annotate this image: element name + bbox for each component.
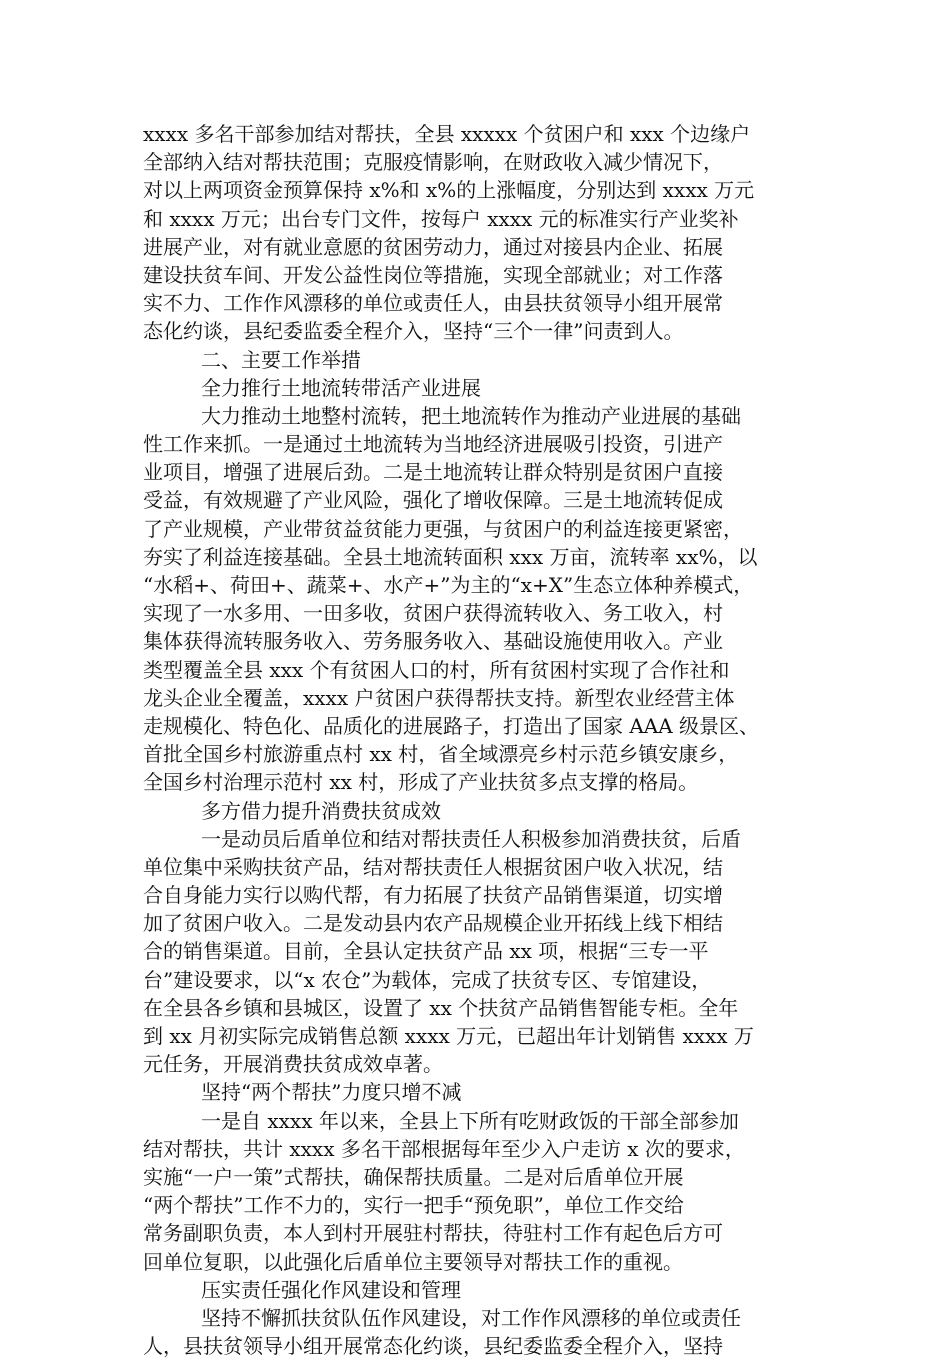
text-line: 和 xxxx 万元；出台专门文件，按每户 xxxx 元的标准实行产业奖补 xyxy=(143,206,739,231)
text-line: 全部纳入结对帮扶范围；克服疫情影响，在财政收入减少情况下， xyxy=(143,150,723,175)
text-line: xxxx 多名干部参加结对帮扶，全县 xxxxx 个贫困户和 xxx 个边缘户 xyxy=(143,122,751,146)
text-line: 坚持不懈抓扶贫队伍作风建设，对工作作风漂移的单位或责任 xyxy=(201,1305,741,1330)
text-line: 对以上两项资金预算保持 x%和 x%的上涨幅度，分别达到 xxxx 万元 xyxy=(143,178,755,203)
text-line: 大力推动土地整村流转，把土地流转作为推动产业进展的基础 xyxy=(201,403,741,428)
text-line: 实现了一水多用、一田多收，贫困户获得流转收入、务工收入，村 xyxy=(143,601,723,626)
text-line: 了产业规模，产业带贫益贫能力更强，与贫困户的利益连接更紧密， xyxy=(143,516,743,541)
text-line: 到 xx 月初实际完成销售总额 xxxx 万元，已超出年计划销售 xxxx 万 xyxy=(143,1024,754,1048)
section-heading: 坚持“两个帮扶”力度只增不减 xyxy=(201,1080,462,1105)
text-line: 人，县扶贫领导小组开展常态化约谈，县纪委监委全程介入，坚持 xyxy=(143,1334,723,1359)
section-heading: 全力推行土地流转带活产业进展 xyxy=(201,375,481,400)
text-line: 实不力、工作作风漂移的单位或责任人，由县扶贫领导小组开展常 xyxy=(143,291,723,316)
text-line: 类型覆盖全县 xxx 个有贫困人口的村，所有贫困村实现了合作社和 xyxy=(143,657,730,682)
text-line: 结对帮扶，共计 xxxx 多名干部根据每年至少入户走访 x 次的要求， xyxy=(143,1136,745,1161)
text-line: 进展产业，对有就业意愿的贫困劳动力，通过对接县内企业、拓展 xyxy=(143,234,723,259)
text-line: 性工作来抓。一是通过土地流转为当地经济进展吸引投资，引进产 xyxy=(143,432,723,457)
text-line: 夯实了利益连接基础。全县土地流转面积 xxx 万亩，流转率 xx%，以 xyxy=(143,544,758,569)
text-line: 元任务，开展消费扶贫成效卓著。 xyxy=(143,1052,443,1077)
text-line: 全国乡村治理示范村 xx 村，形成了产业扶贫多点支撑的格局。 xyxy=(143,770,699,795)
text-line: 实施“一户一策”式帮扶，确保帮扶质量。二是对后盾单位开展 xyxy=(143,1164,684,1189)
section-heading: 压实责任强化作风建设和管理 xyxy=(201,1277,461,1302)
text-line: 业项目，增强了进展后劲。二是土地流转让群众特别是贫困户直接 xyxy=(143,460,723,485)
document-body xyxy=(143,120,803,1360)
text-line: 合的销售渠道。目前，全县认定扶贫产品 xx 项，根据“三专一平 xyxy=(143,939,709,964)
text-line: 在全县各乡镇和县城区，设置了 xx 个扶贫产品销售智能专柜。全年 xyxy=(143,995,739,1020)
text-line: 加了贫困户收入。二是发动县内农产品规模企业开拓线上线下相结 xyxy=(143,911,723,936)
text-line: 台”建设要求，以“x 农仓”为载体，完成了扶贫专区、专馆建设， xyxy=(143,967,712,992)
text-line: 一是自 xxxx 年以来，全县上下所有吃财政饭的干部全部参加 xyxy=(201,1108,739,1133)
text-line: 单位集中采购扶贫产品，结对帮扶责任人根据贫困户收入状况，结 xyxy=(143,854,723,879)
text-line: “水稻+、荷田+、蔬菜+、水产+”为主的“x+X”生态立体种养模式， xyxy=(143,573,754,597)
text-line: 受益，有效规避了产业风险，强化了增收保障。三是土地流转促成 xyxy=(143,488,723,513)
text-line: 建设扶贫车间、开发公益性岗位等措施，实现全部就业；对工作落 xyxy=(143,262,723,287)
section-heading: 二、主要工作举措 xyxy=(201,347,361,372)
text-line: 集体获得流转服务收入、劳务服务收入、基础设施使用收入。产业 xyxy=(143,629,723,654)
text-line: 合自身能力实行以购代帮，有力拓展了扶贫产品销售渠道，切实增 xyxy=(143,883,723,908)
text-line: 首批全国乡村旅游重点村 xx 村，省全域漂亮乡村示范乡镇安康乡， xyxy=(143,742,739,767)
section-heading: 多方借力提升消费扶贫成效 xyxy=(201,798,441,823)
text-line: 一是动员后盾单位和结对帮扶责任人积极参加消费扶贫，后盾 xyxy=(201,826,741,851)
text-line: 常务副职负责，本人到村开展驻村帮扶，待驻村工作有起色后方可 xyxy=(143,1221,723,1246)
text-line: 态化约谈，县纪委监委全程介入，坚持“三个一律”问责到人。 xyxy=(143,319,684,344)
text-line: 走规模化、特色化、品质化的进展路子，打造出了国家 AAA 级景区、 xyxy=(143,713,760,738)
text-line: “两个帮扶”工作不力的，实行一把手“预免职”，单位工作交给 xyxy=(143,1193,684,1218)
text-line: 回单位复职，以此强化后盾单位主要领导对帮扶工作的重视。 xyxy=(143,1249,683,1274)
text-line: 龙头企业全覆盖，xxxx 户贫困户获得帮扶支持。新型农业经营主体 xyxy=(143,685,735,710)
